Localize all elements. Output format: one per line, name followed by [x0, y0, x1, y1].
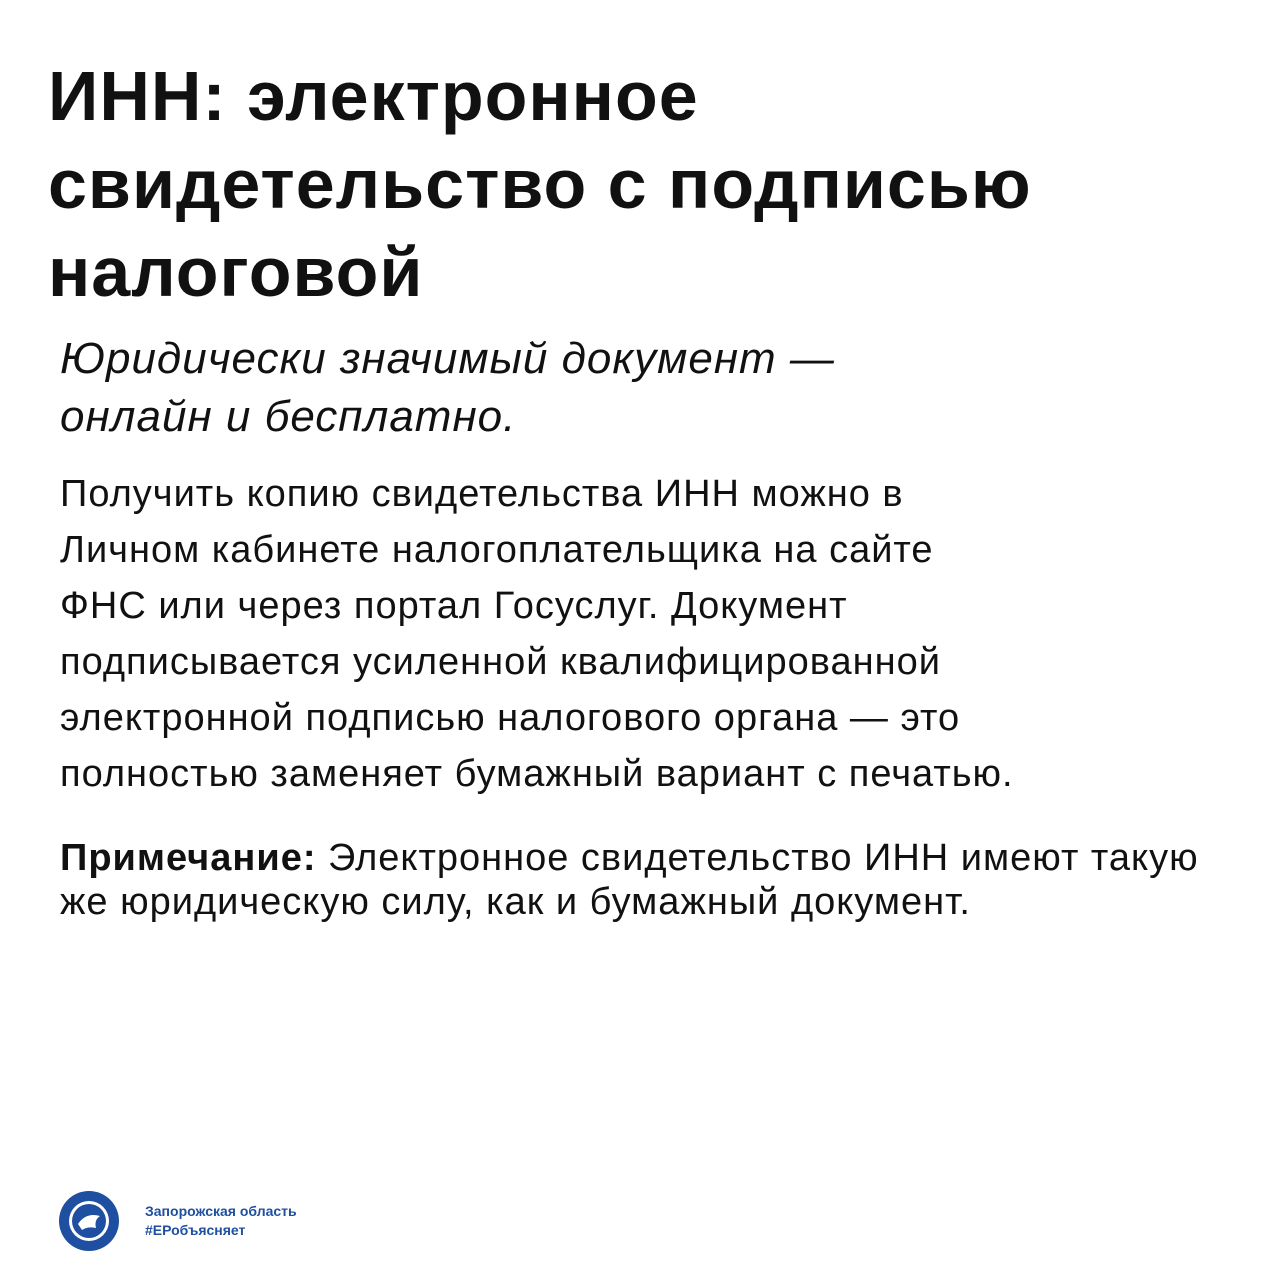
note [60, 836, 1210, 924]
body-line: полностью заменяет бумажный вариант с печатью. [60, 753, 1014, 795]
body-text [60, 466, 1260, 802]
body-line: Получить копию свидетельства ИНН можно в [60, 473, 904, 515]
party-logo-icon [58, 1190, 120, 1252]
note-label: Примечание: [60, 837, 317, 879]
page-title: ИНН: электронное свидетельство с подписью налоговой [48, 57, 1032, 311]
body-line: ФНС или через портал Госуслуг. Документ [60, 585, 848, 627]
subtitle-line: Юридически значимый документ — [60, 334, 835, 383]
body-line: подписывается усиленной квалифицированной [60, 641, 941, 683]
hashtag: #ЕРобъясняет [145, 1222, 246, 1238]
subtitle-line: онлайн и бесплатно. [60, 392, 517, 441]
body-line: электронной подписью налогового органа — это [60, 697, 961, 739]
note-text: Электронное свидетельство ИНН имеют такую же юридическую силу, как и бумажный документ. [60, 837, 1199, 923]
region-label: Запорожская область [145, 1203, 297, 1219]
organization-info [145, 1202, 297, 1240]
body-line: Личном кабинете налогоплательщика на сайте [60, 529, 934, 571]
subtitle [60, 330, 835, 446]
